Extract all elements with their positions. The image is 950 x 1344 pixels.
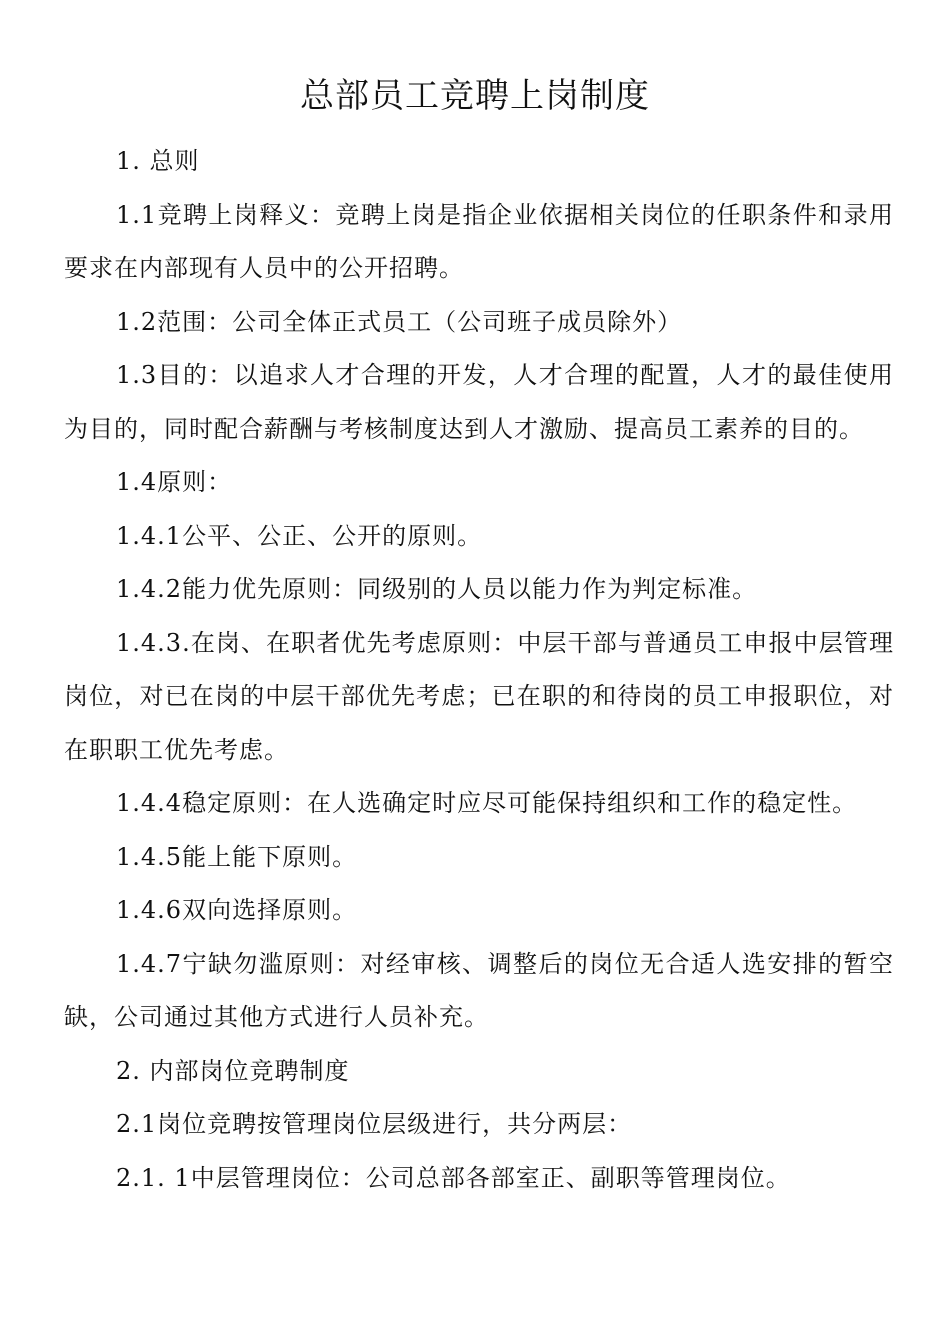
- paragraph-1-4-principles: 1.4原则：: [116, 468, 233, 496]
- paragraph-1-4-1: 1.4.1公平、公正、公开的原则。: [116, 521, 483, 550]
- paragraph-1-4-6: 1.4.6双向选择原则。: [116, 896, 358, 924]
- paragraph-section-1-heading: 1. 总则: [116, 147, 200, 175]
- paragraph-1-3-purpose: 1.3目的：以追求人才合理的开发，人才合理的配置，人才的最佳使用为目的，同时配合薪酬与考核制度达到人才激励、提高员工素养的目的。: [64, 361, 894, 443]
- document-body: [64, 135, 894, 1205]
- paragraph-2-1: 2.1岗位竞聘按管理岗位层级进行，共分两层：: [116, 1110, 633, 1138]
- paragraph-1-4-2: 1.4.2能力优先原则：同级别的人员以能力作为判定标准。: [116, 575, 758, 603]
- paragraph-1-4-4: 1.4.4稳定原则：在人选确定时应尽可能保持组织和工作的稳定性。: [116, 789, 858, 817]
- paragraph-1-2-scope: 1.2范围：公司全体正式员工（公司班子成员除外）: [116, 307, 683, 336]
- paragraph-2-1-1: 2.1. 1中层管理岗位：公司总部各部室正、副职等管理岗位。: [116, 1163, 791, 1192]
- paragraph-section-2-heading: 2. 内部岗位竞聘制度: [116, 1056, 350, 1085]
- paragraph-1-4-3: 1.4.3.在岗、在职者优先考虑原则：中层干部与普通员工申报中层管理岗位，对已在岗的中层干部优先考虑；已在职的和待岗的员工申报职位，对在职职工优先考虑。: [64, 628, 894, 764]
- paragraph-1-4-5: 1.4.5能上能下原则。: [116, 842, 358, 871]
- document-title: 总部员工竞聘上岗制度: [300, 76, 650, 116]
- paragraph-1-1-definition: 1.1竞聘上岗释义：竞聘上岗是指企业依据相关岗位的任职条件和录用要求在内部现有人员中的公开招聘。: [64, 200, 894, 282]
- paragraph-1-4-7: 1.4.7宁缺勿滥原则：对经审核、调整后的岗位无合适人选安排的暂空缺，公司通过其他方式进行人员补充。: [64, 949, 894, 1031]
